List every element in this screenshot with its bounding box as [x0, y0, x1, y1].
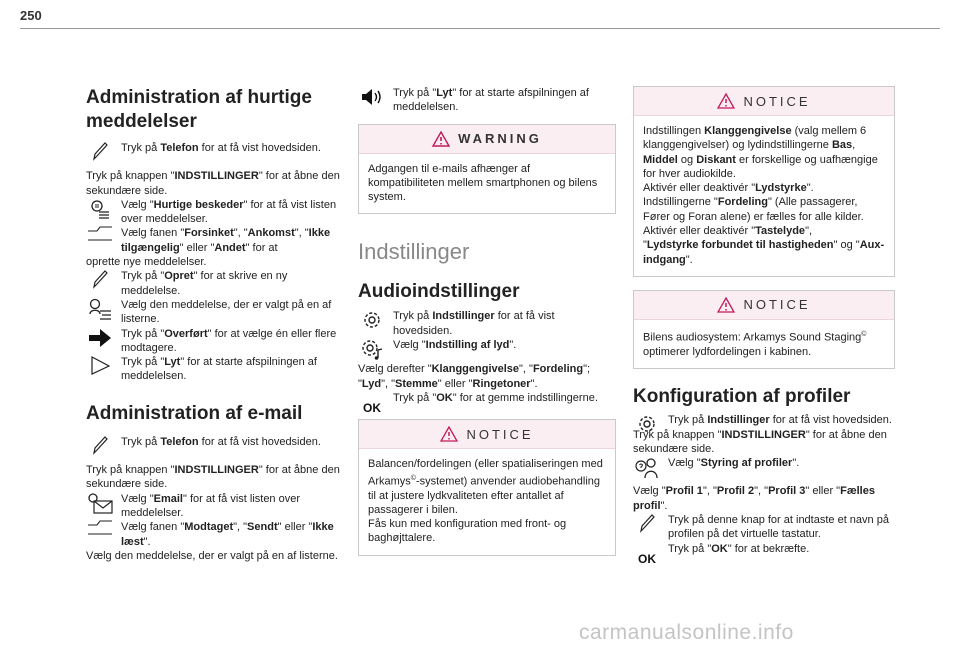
notice-triangle-icon: [717, 93, 735, 109]
header-divider: [20, 28, 940, 29]
step-listen: Tryk på "Lyt" for at starte afspilningen af meddelelsen.: [86, 355, 348, 384]
watermark: carmanualsonline.info: [579, 621, 794, 644]
paragraph-choose-option: Vælg derefter "Klanggengivelse", "Fordeling"; "Lyd", "Stemme" eller "Ringetoner".: [358, 363, 591, 390]
step-email: Vælg "Email" for at få vist listen over meddelelser.: [86, 492, 348, 521]
notice-body: Indstillingen Klanggengivelse (valg mellem 6 klanggengivelser) og lydindstillingerne Bas, Middel og Diskant er forskellige og uafhængige for hver audiokilde. Aktivér eller deaktivér "Lydstyrke". Indstillingerne "Fordeling" (Alle passagerer, Fører og Foran alene) er fælles for alle kilder. Aktivér eller deaktivér "Tastelyde", "Lydstyrke forbundet til hastigheden" og "Aux-indgang".: [643, 125, 885, 266]
paragraph-settings-button-profiles: Tryk på knappen "INDSTILLINGER" for at åbne den sekundære side.: [633, 428, 887, 455]
notice-header: NOTICE: [634, 87, 894, 116]
notice-body: Balancen/fordelingen (eller spatialiseringen med Arkamys©-systemet) anvender audiobehandling til at justere lydkvaliteten efter antallet af passagerer i bilen. Fås kun med konfiguration med front- og baghøjttalere.: [368, 458, 603, 545]
column-3: [633, 86, 895, 566]
step-listen-email: Tryk på "Lyt" for at starte afspilningen af meddelelsen.: [358, 86, 616, 115]
column-1: [86, 78, 348, 563]
step-choose-tab: Vælg fanen "Forsinket", "Ankomst", "Ikke tilgængelig" eller "Andet" for at: [86, 226, 348, 255]
paragraph-select-message: Vælg den meddelelse, der er valgt på en af listerne.: [86, 549, 338, 562]
ok-icon: OK: [363, 400, 381, 415]
speaker-icon: [358, 86, 386, 108]
message-list-icon: [86, 198, 114, 220]
column-2: [358, 86, 616, 556]
warning-body: Adgangen til e-mails afhænger af kompatibiliteten mellem smartphonen og bilens system.: [368, 162, 598, 204]
step-manage-profiles: Vælg "Styring af profiler".: [633, 456, 895, 470]
warning-triangle-icon: [432, 131, 450, 147]
step-sound-settings: Vælg "Indstilling af lyd".: [358, 338, 616, 352]
pen-icon: [86, 141, 114, 163]
gear-icon: [633, 413, 661, 435]
heading-email: Administration af e-mail: [86, 402, 303, 424]
notice-header: NOTICE: [634, 291, 894, 320]
heading-quick-messages: Administration af hurtige meddelelser: [86, 87, 312, 132]
page-number: 250: [20, 8, 42, 23]
pen-icon: [86, 269, 114, 291]
notice-body: Bilens audiosystem: Arkamys Sound Staging© optimerer lydfordelingen i kabinen.: [643, 330, 867, 358]
step-choose-tab-email: Vælg fanen "Modtaget", "Sendt" eller "Ikke læst".: [86, 520, 348, 549]
tabs-icon: [86, 226, 114, 248]
paragraph-settings-button: Tryk på knappen "INDSTILLINGER" for at åbne den sekundære side.: [86, 170, 340, 197]
step-forward: Tryk på "Overført" for at vælge én eller flere modtagere.: [86, 327, 348, 356]
notice-triangle-icon: [440, 426, 458, 442]
ok-icon: OK: [638, 551, 656, 566]
paragraph-settings-button-email: Tryk på knappen "INDSTILLINGER" for at åbne den sekundære side.: [86, 464, 340, 491]
section-title-settings: Indstillinger: [358, 239, 470, 265]
step-choose-tab-continued: oprette nye meddelelser.: [86, 256, 207, 269]
step-create: Tryk på "Opret" for at skrive en ny meddelelse.: [86, 269, 348, 298]
email-icon: [86, 492, 114, 514]
step-tap-settings-profiles: Tryk på Indstillinger for at få vist hovedsiden.: [633, 413, 895, 427]
warning-box: [358, 124, 616, 215]
step-enter-name: Tryk på denne knap for at indtaste et navn på profilen på det virtuelle tastatur.: [633, 513, 895, 542]
notice-triangle-icon: [717, 297, 735, 313]
step-tap-phone: Tryk på Telefon for at få vist hovedsiden.: [86, 141, 348, 155]
gear-music-icon: [358, 338, 386, 360]
heading-audio-settings: Audioindstillinger: [358, 281, 520, 303]
paragraph-choose-profile: Vælg "Profil 1", "Profil 2", "Profil 3" eller "Fælles profil".: [633, 485, 875, 512]
tabs-icon: [86, 520, 114, 542]
notice-box-balance: [358, 419, 616, 555]
notice-header: NOTICE: [359, 420, 615, 449]
play-icon: [86, 355, 114, 377]
step-select-message: Vælg den meddelelse, der er valgt på en af listerne.: [86, 298, 348, 327]
select-list-icon: [86, 298, 114, 320]
notice-box-arkamys: [633, 290, 895, 369]
heading-profiles: Konfiguration af profiler: [633, 386, 851, 408]
warning-header: WARNING: [359, 125, 615, 154]
profile-icon: [633, 456, 661, 478]
step-ok-confirm: OK Tryk på "OK" for at bekræfte.: [633, 542, 895, 556]
step-ok-save: OK Tryk på "OK" for at gemme indstillingerne.: [358, 391, 616, 405]
gear-icon: [358, 309, 386, 331]
notice-box-sound: [633, 86, 895, 277]
pen-icon: [633, 513, 661, 535]
pen-icon: [86, 435, 114, 457]
step-tap-settings: Tryk på Indstillinger for at få vist hovedsiden.: [358, 309, 616, 338]
forward-arrow-icon: [86, 327, 114, 349]
step-tap-phone-email: Tryk på Telefon for at få vist hovedsiden.: [86, 435, 348, 449]
step-quick-messages: Vælg "Hurtige beskeder" for at få vist listen over meddelelser.: [86, 198, 348, 227]
